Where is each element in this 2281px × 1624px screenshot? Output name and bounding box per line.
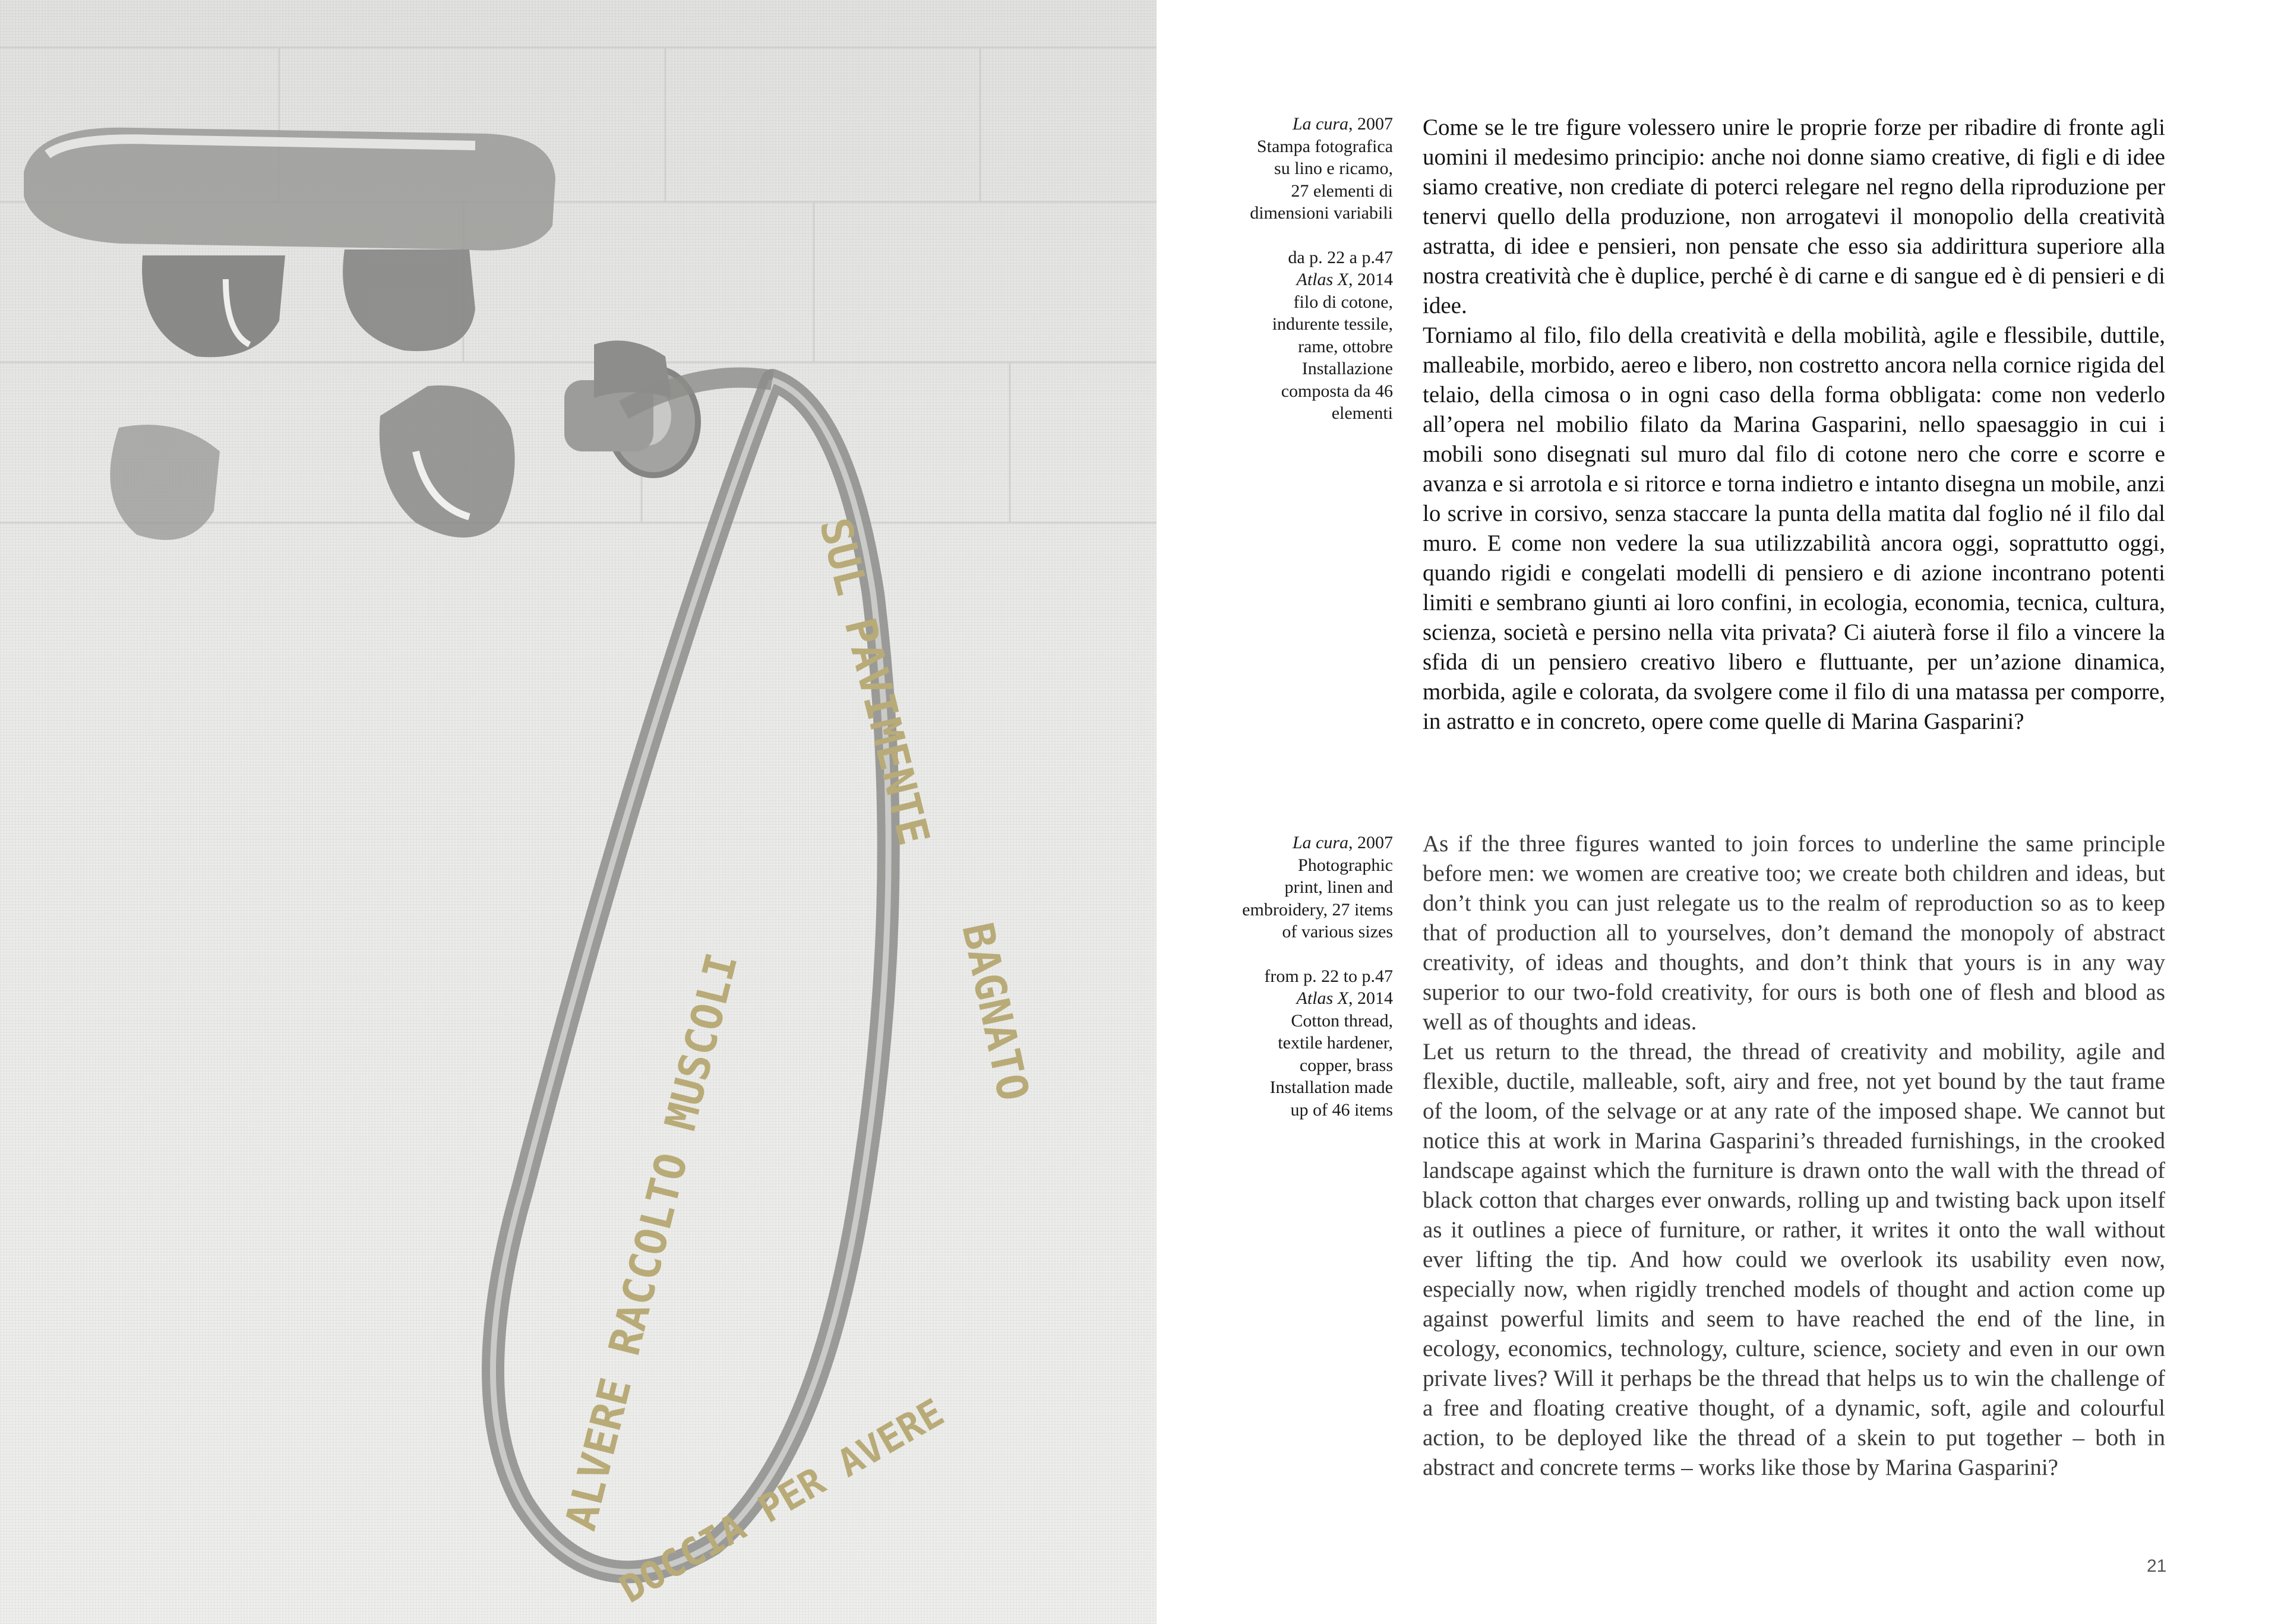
caption-line: Cotton thread, xyxy=(1291,1010,1393,1031)
paragraph-en-1: As if the three figures wanted to join forces to underline the same principle before men: we women are creative too; we create both children and ideas, but don’t think you can just relegate us to the realm of reproduction so as to keep that of production all to yourselves, don’t demand the monopoly of abstract creativity, of ideas and thoughts, and don’t think that yours is in any way superior to our two-fold creativity, for ours is both one of flesh and blood as well as of thoughts and ideas. xyxy=(1423,831,2165,1035)
caption-work1-title: La cura, 2007 xyxy=(1292,114,1393,134)
caption-line: Stampa fotografica xyxy=(1256,136,1393,156)
caption-work2-title: Atlas X, 2014 xyxy=(1296,988,1393,1008)
caption-english xyxy=(1215,832,1393,1121)
caption-line: copper, brass xyxy=(1299,1055,1393,1075)
page-number: 21 xyxy=(2147,1556,2167,1576)
caption-pages: da p. 22 a p.47 xyxy=(1288,247,1393,267)
caption-italian xyxy=(1215,113,1393,425)
caption-line: Installation made xyxy=(1269,1078,1393,1097)
caption-line: of various sizes xyxy=(1282,922,1393,941)
body-text-italian xyxy=(1423,113,2165,737)
paragraph-it-2: Torniamo al filo, filo della creatività e della mobilità, agile e flessibile, duttile, malleabile, morbido, aereo e libero, non costretto ancora nella cornice rigida del telaio, della cimosa o in ogni caso della forma obbligata: come non vederlo all’opera nel mobilio filato da Marina Gasparini, nello spaesaggio in cui i mobili sono disegnati sul muro dal filo di cotone nero che corre e scorre e avanza e si arrotola e si ritorce e torna indietro e intanto disegna un mobile, anzi lo scrive in corsivo, senza staccare la punta della matita dal foglio né il filo dal muro. E come non vedere la sua utilizzabilità ancora oggi, soprattutto oggi, quando rigidi e congelati modelli di pensiero e di azione incontrano potenti limiti e sembrano giunti ai loro confini, in ecologia, economia, tecnica, cultura, scienza, società e persino nella vita privata? Ci aiuterà forse il filo a vincere la sfida di un pensiero creativo libero e fluttuante, per un’azione dinamica, morbida, agile e colorata, da svolgere come il filo di una matassa per comporre, in astratto e in concreto, opere come quelle di Marina Gasparini? xyxy=(1423,323,2165,734)
embroidery-text-3: BAGNATO xyxy=(952,918,1039,1105)
caption-line: textile hardener, xyxy=(1278,1033,1393,1053)
caption-line: dimensioni variabili xyxy=(1250,203,1393,223)
caption-line: indurente tessile, xyxy=(1272,314,1393,334)
body-text-english xyxy=(1423,829,2165,1483)
caption-line: embroidery, 27 items xyxy=(1242,899,1393,920)
caption-work2-title: Atlas X, 2014 xyxy=(1296,270,1393,289)
faucet xyxy=(24,128,698,540)
paragraph-en-2: Let us return to the thread, the thread of creativity and mobility, agile and flexible, ductile, malleable, soft, airy and free, not yet bound by the taut frame of the loom, of the selvage or at any rate of the imposed shape. We cannot but notice this at work in Marina Gasparini’s threaded furnishings, in the crooked landscape against which the furniture is drawn onto the wall with the thread of black cotton that charges ever onwards, rolling up and twisting back upon itself as it outlines a piece of furniture, or rather, it writes it onto the wall without ever lifting the tip. And how could we overlook its usability even now, especially now, when rigidly trenched models of thought and action come up against powerful limits and seem to have reached the end of the line, in ecology, economics, technology, culture, science, society and even in our own private lives? Will it perhaps be the thread that helps us to win the challenge of a free and floating creative thought, of a dynamic, soft, agile and colourful action, to be deployed like the thread of a skein to put together – both in abstract and concrete terms – works like those by Marina Gasparini? xyxy=(1423,1039,2165,1480)
caption-pages: from p. 22 to p.47 xyxy=(1264,966,1393,986)
caption-work1-title: La cura, 2007 xyxy=(1292,833,1393,852)
caption-line: 27 elementi di xyxy=(1291,181,1393,201)
caption-line: composta da 46 xyxy=(1281,381,1393,401)
paragraph-it-1: Come se le tre figure volessero unire le proprie forze per ribadire di fronte agli uomini il medesimo principio: anche noi donne siamo creative, di figli e di idee siamo creative, non crediate di poterci relegare nel regno della riproduzione per tenervi quello della produzione, non arrogatevi il monopolio della creatività astratta, di idee e pensieri, non pensate che esso sia addirittura superiore alla nostra creatività che è duplice, perché è di carne e di sangue ed è di pensieri e di idee. xyxy=(1423,115,2165,318)
caption-line: elementi xyxy=(1331,403,1393,423)
caption-line: Installazione xyxy=(1301,359,1393,378)
embroidery-text-2: SUL PAVIMENTE xyxy=(810,513,940,850)
caption-line: up of 46 items xyxy=(1290,1099,1393,1120)
embroidery-text-4: DOCCIA PER AVERE xyxy=(612,1391,952,1612)
caption-line: su lino e ricamo, xyxy=(1274,159,1393,178)
caption-line: filo di cotone, xyxy=(1293,292,1393,312)
caption-line: print, linen and xyxy=(1284,877,1393,897)
caption-line: Photographic xyxy=(1298,855,1393,875)
caption-line: rame, ottobre xyxy=(1298,336,1393,356)
embroidery-text-1: ALVERE RACCOLTO MUSCOLI xyxy=(555,948,747,1535)
